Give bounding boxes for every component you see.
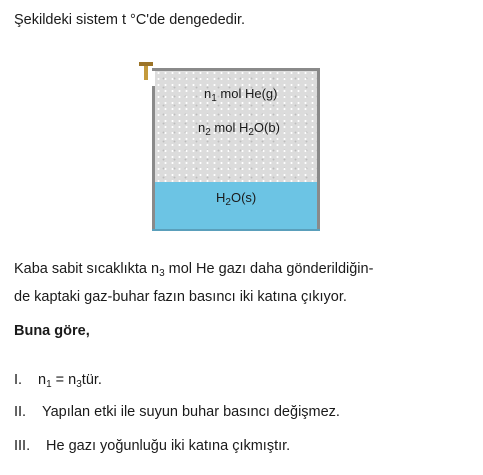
gas-label-he: $n_1$ mol He(g)	[204, 86, 278, 104]
paragraph-line-1: Kaba sabit sıcaklıkta $n_3$ mol He gazı daha gönderildiğin-	[14, 261, 374, 279]
intro-text: Şekildeki sistem t °C'de dengededir.	[14, 12, 246, 28]
statement-1: I. $n_1$ = $n_3tür$.	[14, 372, 102, 390]
gas-label-water-vapor: $n_2$ mol $H_2O(b)$	[198, 120, 280, 138]
liquid-label-water: $H_2O(s)$	[216, 190, 257, 208]
container-left-wall	[152, 86, 155, 230]
container-figure	[136, 62, 326, 230]
container-right-wall	[317, 70, 320, 230]
question-heading: Buna göre,	[14, 323, 90, 339]
statement-number: II.	[14, 404, 27, 420]
statement-3	[14, 437, 290, 455]
statement-text: Yapılan etki ile suyun buhar basıncı değişmez.	[42, 404, 340, 420]
statement-2	[14, 403, 340, 421]
statement-number: III.	[14, 438, 31, 454]
paragraph-line-2: de kaptaki gaz-buhar fazın basıncı iki katına çıkıyor.	[14, 289, 347, 305]
container-bottom-wall	[152, 229, 320, 231]
statement-number: I.	[14, 372, 23, 388]
container-top-wall	[152, 68, 320, 71]
statement-text: He gazı yoğunluğu iki katına çıkmıştır.	[46, 438, 291, 454]
